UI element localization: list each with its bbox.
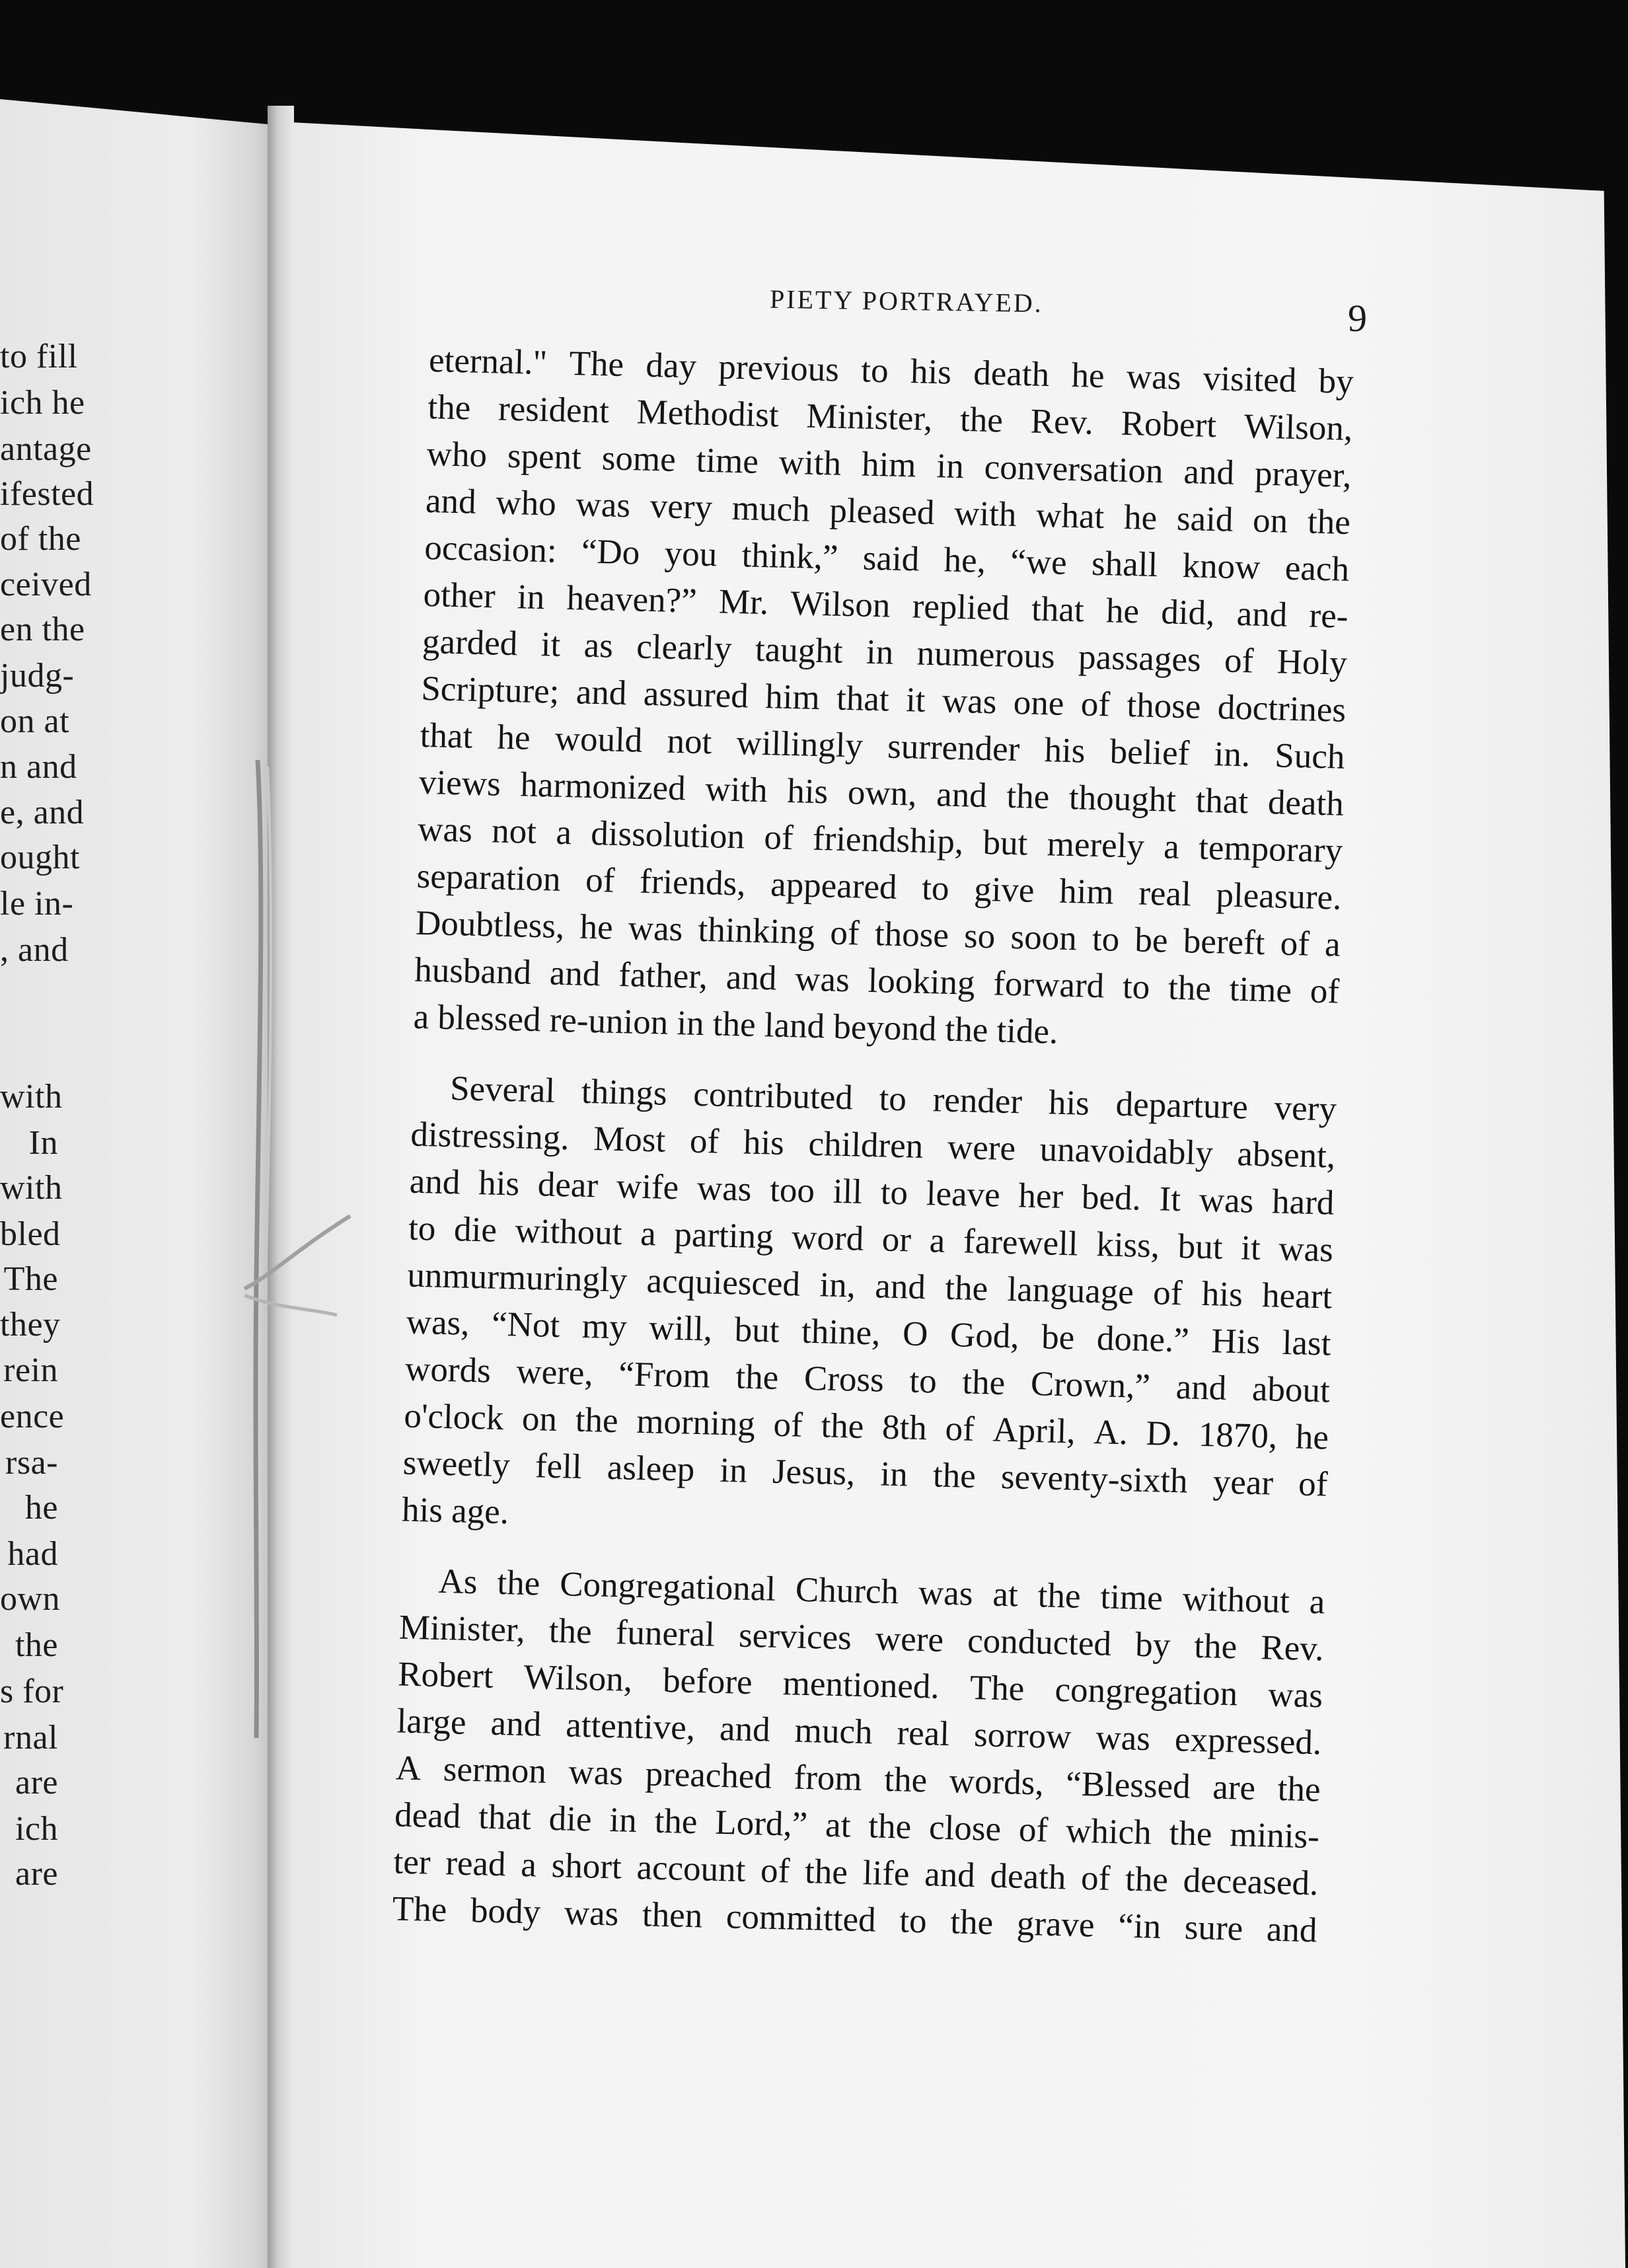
- facing-page-line: ich: [15, 1810, 58, 1848]
- text-line: garded it as clearly taught in numerous passages of Holy: [422, 622, 1348, 683]
- text-line: Several things contributed to render his departure very: [449, 1069, 1337, 1129]
- facing-page-line: n and: [0, 748, 77, 786]
- facing-page-line: are: [15, 1855, 58, 1893]
- facing-page-line: ifested: [0, 475, 94, 513]
- facing-page-line: own: [0, 1580, 61, 1618]
- facing-page-line: le in-: [0, 885, 74, 923]
- facing-page-line: e, and: [0, 794, 85, 831]
- facing-page-line: bled: [0, 1215, 61, 1253]
- text-line: Robert Wilson, before mentioned. The congregation was: [397, 1655, 1323, 1716]
- paragraph: [401, 1065, 1337, 1556]
- facing-page-line: the: [15, 1626, 58, 1664]
- facing-page-line: are: [15, 1764, 58, 1801]
- text-line: dead that die in the Lord,” at the close of which the minis-: [394, 1796, 1320, 1856]
- facing-page-line: The: [3, 1260, 58, 1298]
- text-line: As the Congregational Church was at the time without a: [437, 1562, 1325, 1622]
- text-line: a blessed re-union in the land beyond the tide.: [413, 997, 1058, 1051]
- facing-page-line: of the: [0, 520, 81, 558]
- facing-page-line: ich he: [0, 384, 85, 422]
- facing-page-line: ence: [0, 1398, 65, 1435]
- binding-thread-icon: [218, 747, 390, 1751]
- facing-page-line: rnal: [3, 1719, 58, 1757]
- facing-page-line: judg-: [0, 657, 75, 695]
- text-line: A sermon was preached from the words, “Blessed are the: [395, 1749, 1321, 1809]
- facing-page-line: s for: [0, 1673, 64, 1710]
- text-line: sweetly fell asleep in Jesus, in the seventy-sixth year of: [402, 1443, 1329, 1504]
- facing-page-line: , and: [0, 931, 69, 969]
- facing-page-line: rsa-: [5, 1444, 58, 1482]
- facing-page-line: ought: [0, 839, 80, 876]
- text-line: distressing. Most of his children were unavoidably absent,: [410, 1115, 1336, 1176]
- text-line: the resident Methodist Minister, the Rev. Robert Wilson,: [427, 387, 1353, 448]
- facing-page-line: he: [24, 1489, 58, 1527]
- text-line: ter read a short account of the life and death of the deceased.: [392, 1842, 1319, 1903]
- page-number: 9: [1348, 297, 1367, 340]
- text-line: views harmonized with his own, and the thought that death: [418, 763, 1345, 823]
- text-line: his age.: [401, 1490, 509, 1532]
- text-line: Minister, the funeral services were conducted by the Rev.: [398, 1608, 1325, 1669]
- text-line: other in heaven?” Mr. Wilson replied that he did, and re-: [423, 575, 1349, 636]
- facing-page-line: ceived: [0, 566, 92, 603]
- running-head: PIETY PORTRAYED.: [769, 284, 1044, 319]
- facing-page-line: en the: [0, 611, 85, 648]
- text-line: eternal." The day previous to his death he was visited by: [428, 340, 1354, 401]
- facing-page-line: they: [0, 1306, 61, 1343]
- facing-page-line: rein: [3, 1351, 58, 1389]
- text-line: occasion: “Do you think,” said he, “we shall know each: [424, 528, 1350, 589]
- text-line: was not a dissolution of friendship, but merely a temporary: [417, 810, 1343, 870]
- body-text: [392, 337, 1354, 1954]
- text-line: and his dear wife was too ill to leave her bed. It was hard: [409, 1162, 1335, 1223]
- text-line: Scripture; and assured him that it was one of those doctrines: [420, 669, 1347, 730]
- text-line: separation of friends, appeared to give him real pleasure.: [416, 856, 1343, 917]
- facing-page-line: antage: [0, 430, 92, 468]
- paragraph: [392, 1557, 1325, 1954]
- facing-page-line: with: [0, 1078, 63, 1115]
- facing-page-line: with: [0, 1169, 63, 1207]
- text-line: words were, “From the Cross to the Crown,” and about: [404, 1349, 1331, 1410]
- text-line: to die without a parting word or a farewell kiss, but it was: [408, 1209, 1334, 1269]
- facing-page-line: on at: [0, 702, 70, 740]
- facing-page-line: to fill: [0, 338, 78, 375]
- text-line: who spent some time with him in conversation and prayer,: [426, 434, 1352, 495]
- text-line: Doubtless, he was thinking of those so soon to be bereft of a: [415, 903, 1341, 964]
- text-line: that he would not willingly surrender his belief in. Such: [420, 716, 1346, 776]
- text-line: The body was then committed to the grave “in sure and: [392, 1889, 1318, 1950]
- text-line: large and attentive, and much real sorrow was expressed.: [396, 1702, 1322, 1762]
- text-line: husband and father, and was looking forward to the time of: [414, 950, 1340, 1011]
- facing-page-line: had: [7, 1535, 58, 1573]
- text-line: unmurmuringly acquiesced in, and the language of his heart: [406, 1256, 1333, 1316]
- text-line: and who was very much pleased with what he said on the: [425, 481, 1351, 542]
- paragraph: [413, 337, 1354, 1063]
- text-line: o'clock on the morning of the 8th of April, A. D. 1870, he: [403, 1396, 1329, 1457]
- facing-page-line: In: [28, 1124, 58, 1162]
- text-line: was, “Not my will, but thine, O God, be done.” His last: [406, 1303, 1332, 1363]
